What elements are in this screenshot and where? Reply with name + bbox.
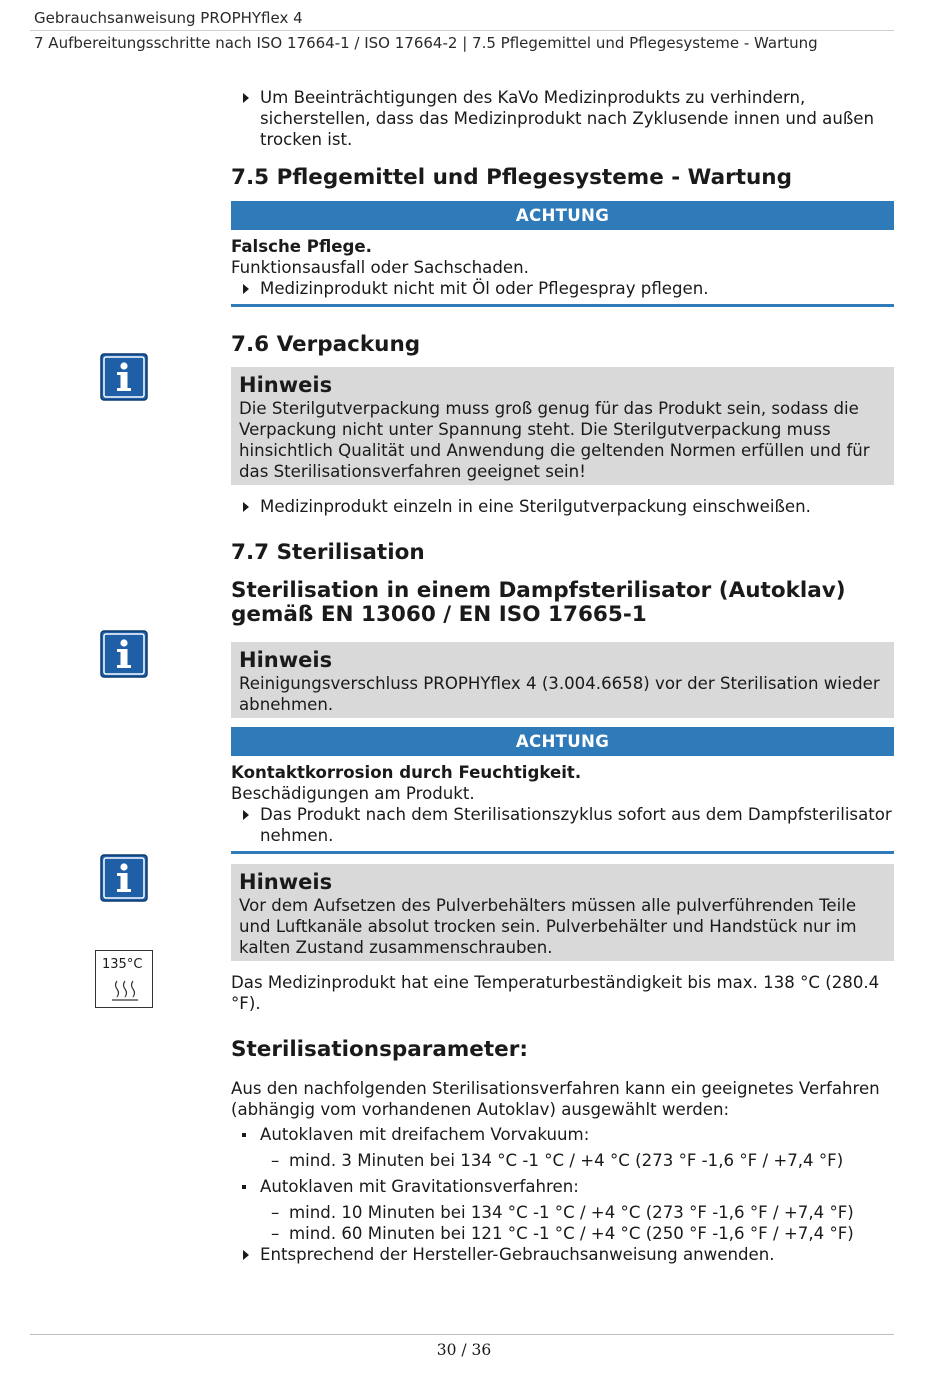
method-item: – mind. 3 Minuten bei 134 °C -1 °C / +4 °C (273 °F -1,6 °F / +7,4 °F) — [271, 1151, 844, 1170]
header-chapter: 7 Aufbereitungsschritte nach ISO 17664-1 / ISO 17664-2 | 7.5 Pflegemittel und Pflegesysteme - Wartung — [34, 34, 818, 52]
section-7-7-title: 7.7 Sterilisation — [231, 540, 425, 565]
note-title: Hinweis — [239, 870, 333, 894]
note-box-packaging — [231, 367, 894, 485]
warning-consequence: Beschädigungen am Produkt. — [231, 784, 475, 803]
note-box-cleaning-cap — [231, 642, 894, 718]
warning-end-rule — [231, 851, 894, 854]
note-title: Hinweis — [239, 648, 333, 672]
final-bullet: Entsprechend der Hersteller-Gebrauchsanweisung anwenden. — [231, 1244, 894, 1265]
triangle-bullet-icon — [243, 1250, 249, 1260]
warning-consequence: Funktionsausfall oder Sachschaden. — [231, 258, 529, 277]
warning-box-corrosion — [231, 727, 894, 854]
info-icon — [100, 630, 148, 678]
temp-icon-label: 135°C — [102, 957, 143, 972]
warning-title: Falsche Pflege. — [231, 237, 372, 256]
parameters-intro: Aus den nachfolgenden Sterilisationsverfahren kann ein geeignetes Verfahren (abhängig vom vorhandenen Autoklav) ausgewählt werden: — [231, 1079, 880, 1119]
info-icon — [100, 353, 148, 401]
page-number: 30 / 36 — [436, 1341, 492, 1359]
method-item: – mind. 10 Minuten bei 134 °C -1 °C / +4 °C (273 °F -1,6 °F / +7,4 °F) — [271, 1203, 854, 1222]
sterilisation-subtitle: Sterilisation in einem Dampfsterilisator (Autoklav) gemäß EN 13060 / EN ISO 17665-1 — [231, 578, 846, 627]
note-text: Vor dem Aufsetzen des Pulverbehälters müssen alle pulverführenden Teile und Luftkanäle absolut trocken sein. Pulverbehälter und Handstück nur im kalten Zustand zusammenschrauben. — [239, 896, 857, 957]
steam-icon — [112, 979, 138, 1003]
intro-bullet: Um Beeinträchtigungen des KaVo Medizinprodukts zu verhindern, sicherstellen, dass das Medizinprodukt nach Zyklusende innen und außen trocken ist. — [231, 87, 894, 150]
section-7-6-title: 7.6 Verpackung — [231, 332, 421, 357]
triangle-bullet-icon — [243, 284, 249, 294]
section-7-5-title: 7.5 Pflegemittel und Pflegesysteme - Wartung — [231, 165, 793, 190]
warning-title: Kontaktkorrosion durch Feuchtigkeit. — [231, 763, 582, 782]
note-title: Hinweis — [239, 373, 333, 397]
warning-box-care — [231, 201, 894, 307]
note-text: Die Sterilgutverpackung muss groß genug für das Produkt sein, sodass die Verpackung nicht unter Spannung steht. Die Sterilgutverpackung muss hinsichtlich Qualität und Anwendung die geltenden Normen erfüllen und für das Sterilisationsverfahren geeignet sein! — [239, 399, 870, 481]
note-box-powder-container — [231, 864, 894, 961]
note-text: Reinigungsverschluss PROPHYflex 4 (3.004.6658) vor der Sterilisation wieder abnehmen. — [239, 674, 880, 714]
sterilization-temperature-icon — [95, 950, 153, 1008]
packaging-bullet: Medizinprodukt einzeln in eine Sterilgutverpackung einschweißen. — [231, 496, 894, 517]
warning-action: Medizinprodukt nicht mit Öl oder Pflegespray pflegen. — [231, 278, 894, 299]
header-doc-title: Gebrauchsanweisung PROPHYflex 4 — [34, 9, 303, 27]
method-gravitation: Autoklaven mit Gravitationsverfahren: — [231, 1176, 894, 1197]
sterilisation-parameters-title: Sterilisationsparameter: — [231, 1037, 528, 1062]
triangle-bullet-icon — [243, 502, 249, 512]
square-bullet-icon — [242, 1185, 246, 1189]
triangle-bullet-icon — [243, 93, 249, 103]
header-divider — [30, 30, 894, 31]
warning-action: Das Produkt nach dem Sterilisationszyklus sofort aus dem Dampfsterilisator nehmen. — [231, 804, 894, 846]
triangle-bullet-icon — [243, 810, 249, 820]
method-item: – mind. 60 Minuten bei 121 °C -1 °C / +4 °C (250 °F -1,6 °F / +7,4 °F) — [271, 1224, 854, 1243]
temperature-resistance-text: Das Medizinprodukt hat eine Temperaturbeständigkeit bis max. 138 °C (280.4 °F). — [231, 973, 880, 1013]
warning-label: ACHTUNG — [231, 201, 894, 230]
main-content — [231, 87, 894, 1265]
warning-label: ACHTUNG — [231, 727, 894, 756]
footer-divider — [30, 1334, 894, 1335]
method-triple-vacuum: Autoklaven mit dreifachem Vorvakuum: — [231, 1124, 894, 1145]
square-bullet-icon — [242, 1133, 246, 1137]
info-icon — [100, 854, 148, 902]
warning-end-rule — [231, 304, 894, 307]
